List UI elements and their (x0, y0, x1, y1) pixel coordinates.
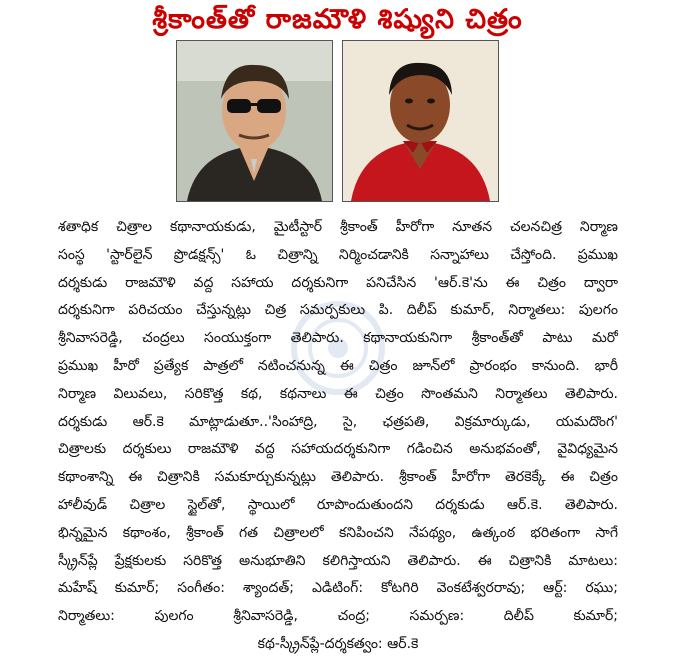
article-line: కథాంశాన్ని ఈ చిత్రానికి సమకూర్చుకున్నట్లు తెలిపారు. శ్రీకాంత్ హీరోగా తెరకెక్కే ఈ చిత్రం (58, 469, 618, 486)
article-line: నిర్మాణ విలువలు, సరికొత్త కథ, కథనాలు ఈ చిత్రం సొంతమని నిర్మాతలు తెలిపారు. (58, 385, 618, 402)
person-in-red-shirt-photo (343, 41, 498, 201)
article-line: హాలీవుడ్ చిత్రాల స్టైల్‌తో, స్థాయిలో రూపొందుతుందని దర్శకుడు ఆర్.కె. తెలిపారు. (58, 496, 618, 513)
article-headline: శ్రీకాంత్‌తో రాజమౌళి శిష్యుని చిత్రం (152, 4, 523, 35)
article-line: నిర్మాతలు: పులగం శ్రీనివాసరెడ్డి, చంద్ర; సమర్పణ: దిలీప్ కుమార్; (58, 608, 618, 625)
article-line: దర్శకునిగా పరిచయం చేస్తున్నట్లు చిత్ర సమర్పకులు పి. దిలీప్ కుమార్, నిర్మాతలు: పులగం (58, 302, 618, 319)
article-body (58, 214, 618, 659)
article-line: భిన్నమైన కథాంశం, శ్రీకాంత్ గత చిత్రాలలో కనిపించని నేపథ్యం, ఉత్కంఠ భరితంగా సాగే (58, 524, 618, 541)
actor-photo-left (176, 40, 333, 202)
article-line: చిత్రాలకు దర్శకులు రాజమౌళి వద్ద సహాయదర్శకునిగా గడించిన అనుభవంతో, వైవిధ్యమైన (58, 441, 618, 458)
article-line: సంస్థ 'స్టార్‌లైన్ ప్రొడక్షన్స్' ఓ చిత్రాన్ని నిర్మించడానికి సన్నాహాలు చేస్తోంది. ప్రముఖ (58, 246, 618, 263)
article-line: శ్రీనివాసరెడ్డి, చంద్రలు సంయుక్తంగా తెలిపారు. కథానాయకునిగా శ్రీకాంత్‌తో పాటు మరో (58, 330, 618, 347)
actor-photo-right (342, 40, 499, 202)
article-line: దర్శకుడు ఆర్.కె మాట్లాడుతూ..'సింహాద్రి, సై, ఛత్రపతి, విక్రమార్కుడు, యమదొంగ' (58, 413, 618, 430)
article-line: స్క్రీన్‌ప్లే ప్రేక్షకులకు సరికొత్త అనుభూతిని కలిగిస్తాయని తెలిపారు. ఈ చిత్రానికి మాటలు: (58, 552, 618, 569)
article-line: కథ-స్క్రీన్‌ప్లే-దర్శకత్వం: ఆర్.కె (257, 635, 419, 652)
person-in-sunglasses-photo (177, 41, 332, 201)
article-line: శతాధిక చిత్రాల కథానాయకుడు, మైటీస్టార్ శ్రీకాంత్ హీరోగా నూతన చలనచిత్ర నిర్మాణ (58, 219, 618, 235)
article-line: ప్రముఖ హీరో ప్రత్యేక పాత్రలో నటించనున్న ఈ చిత్రం జూన్‌లో ప్రారంభం కానుంది. భారీ (58, 357, 618, 374)
article-line: మహేష్ కుమార్; సంగీతం: శ్యాందత్; ఎడిటింగ్: కోటగిరి వెంకటేశ్వరరావు; ఆర్ట్: రఘు; (58, 580, 618, 597)
article-line: దర్శకుడు రాజమౌళి వద్ద సహాయ దర్శకునిగా పనిచేసిన 'ఆర్.కె'ను ఈ చిత్రం ద్వారా (58, 274, 618, 291)
